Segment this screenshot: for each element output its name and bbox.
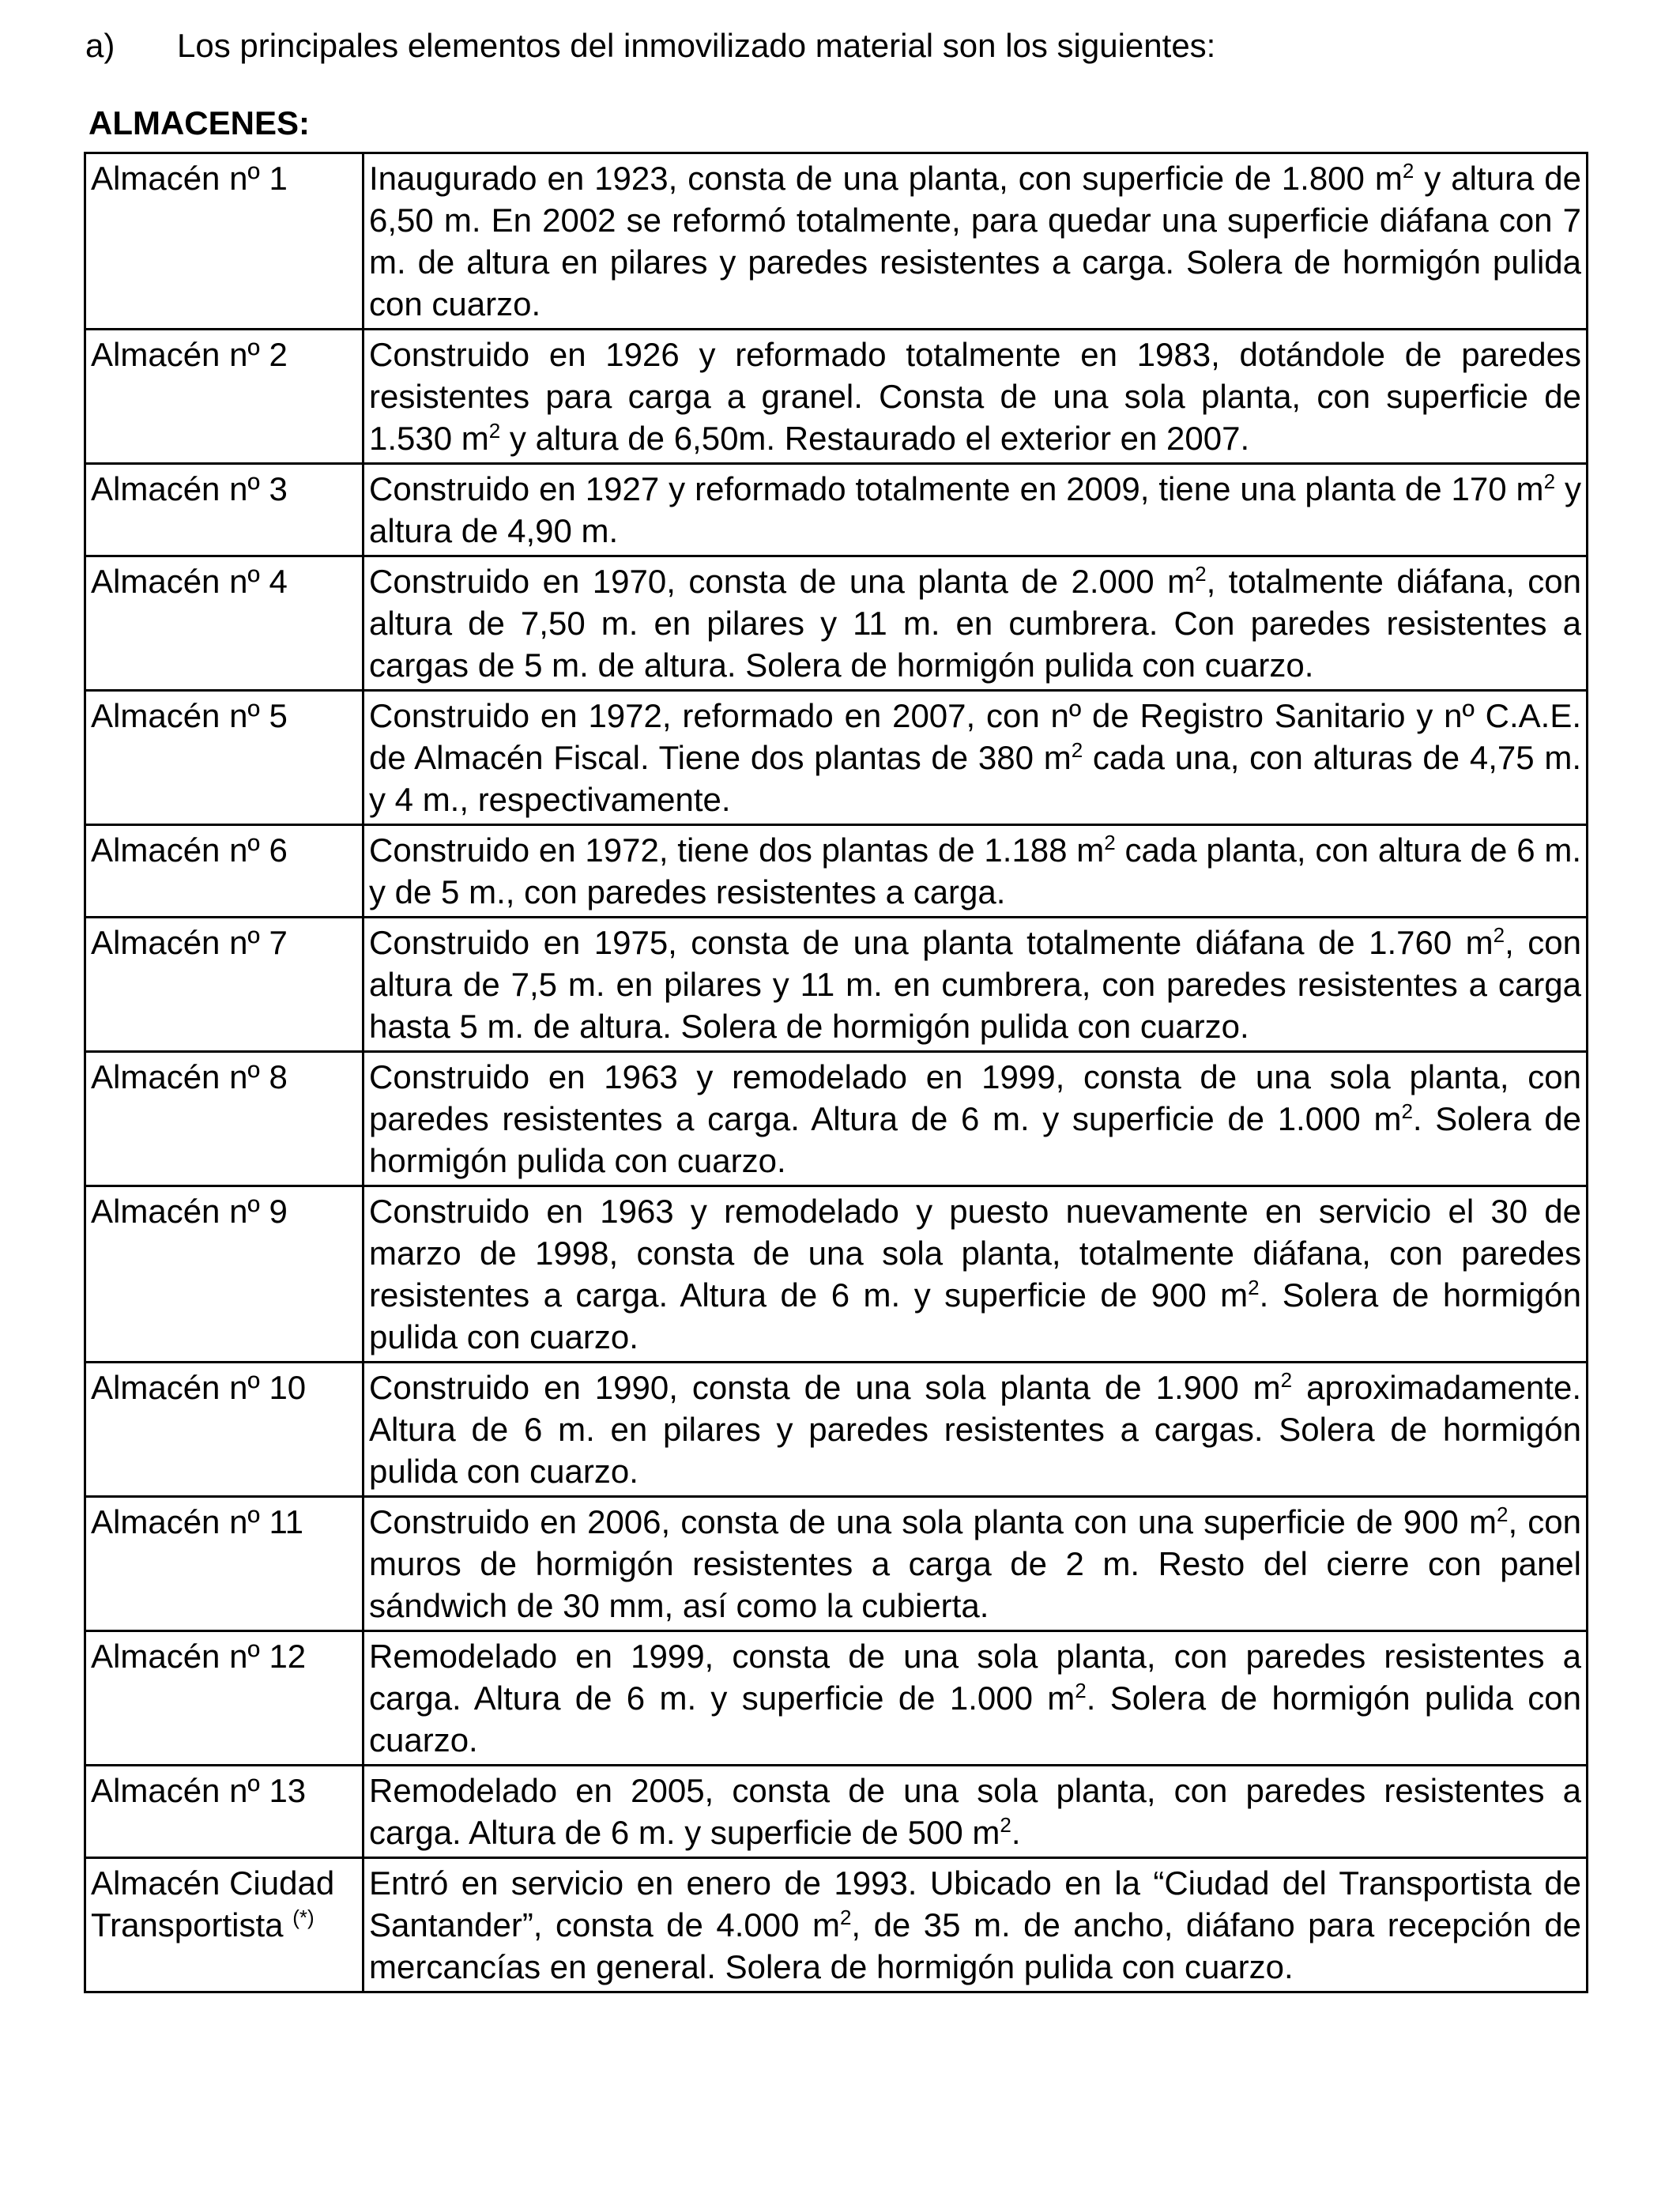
- warehouse-name: Almacén nº 9: [91, 1193, 288, 1230]
- warehouse-description-cell: [363, 1766, 1588, 1858]
- description-text: Inaugurado en 1923, consta de una planta, con superficie de 1.800 m: [369, 160, 1403, 197]
- table-row: [85, 330, 1588, 464]
- area-unit-superscript: 2: [1497, 1502, 1509, 1526]
- description-text: aproximadamente. Altura de 6 m. en pilares y paredes resistentes a cargas. Solera de hormigón pulida con cuarzo.: [369, 1369, 1581, 1490]
- warehouse-name: Almacén nº 13: [91, 1772, 307, 1809]
- table-row: [85, 153, 1588, 330]
- description-text: Remodelado en 1999, consta de una sola planta, con paredes resistentes a carga. Altura de 6 m. y superficie de 1.000 m: [369, 1638, 1581, 1717]
- description-text: Construido en 1963 y remodelado y puesto nuevamente en servicio el 30 de marzo de 1998, consta de una sola planta, totalmente diáfana, con paredes resistentes a carga. Altura de 6 m. y superficie de 900 m: [369, 1193, 1581, 1314]
- area-unit-superscript: 2: [1071, 738, 1083, 762]
- warehouse-description-cell: [363, 1858, 1588, 1992]
- table-row: [85, 1858, 1588, 1992]
- warehouse-name-cell: [85, 1363, 363, 1497]
- warehouse-description-cell: [363, 691, 1588, 825]
- warehouse-name-cell: [85, 153, 363, 330]
- area-unit-superscript: 2: [1104, 831, 1116, 854]
- area-unit-superscript: 2: [1248, 1276, 1260, 1299]
- description-text: Construido en 2006, consta de una sola planta con una superficie de 900 m: [369, 1503, 1497, 1540]
- warehouse-name: Almacén nº 3: [91, 470, 288, 507]
- warehouse-name-cell: [85, 556, 363, 691]
- warehouses-table: [84, 152, 1588, 1993]
- description-text: , con muros de hormigón resistentes a carga de 2 m. Resto del cierre con panel sándwich de 30 mm, así como la cubierta.: [369, 1503, 1581, 1624]
- description-text: y altura de 4,90 m.: [369, 470, 1581, 549]
- description-text: Construido en 1927 y reformado totalmente en 2009, tiene una planta de 170 m: [369, 470, 1544, 507]
- area-unit-superscript: 2: [1000, 1813, 1011, 1837]
- description-text: Construido en 1975, consta de una planta totalmente diáfana de 1.760 m: [369, 924, 1494, 961]
- table-row: [85, 1052, 1588, 1186]
- description-text: Entró en servicio en enero de 1993. Ubicado en la “Ciudad del Transportista de Santander”, consta de 4.000 m: [369, 1864, 1581, 1943]
- warehouse-name-cell: [85, 1497, 363, 1631]
- warehouse-name-cell: [85, 691, 363, 825]
- description-text: Construido en 1990, consta de una sola planta de 1.900 m: [369, 1369, 1281, 1406]
- description-text: Construido en 1972, reformado en 2007, con nº de Registro Sanitario y nº C.A.E. de Almacén Fiscal. Tiene dos plantas de 380 m: [369, 697, 1581, 776]
- warehouse-name: Almacén nº 7: [91, 924, 288, 961]
- description-text: . Solera de hormigón pulida con cuarzo.: [369, 1679, 1582, 1759]
- description-text: cada planta, con altura de 6 m. y de 5 m., con paredes resistentes a carga.: [369, 831, 1581, 910]
- warehouse-name: Almacén nº 10: [91, 1369, 307, 1406]
- description-text: Construido en 1963 y remodelado en 1999, consta de una sola planta, con paredes resistentes a carga. Altura de 6 m. y superficie de 1.000 m: [369, 1058, 1581, 1137]
- intro-text: Los principales elementos del inmovilizado material son los siguientes:: [177, 27, 1216, 64]
- warehouse-name-cell: [85, 825, 363, 918]
- warehouse-description-cell: [363, 918, 1588, 1052]
- area-unit-superscript: 2: [1401, 1099, 1413, 1123]
- description-text: . Solera de hormigón pulida con cuarzo.: [369, 1276, 1581, 1355]
- warehouse-description-cell: [363, 153, 1588, 330]
- footnote-marker: (*): [292, 1906, 315, 1929]
- warehouse-description-cell: [363, 464, 1588, 556]
- description-text: cada una, con alturas de 4,75 m. y 4 m., respectivamente.: [369, 739, 1581, 818]
- warehouse-name-cell: [85, 1631, 363, 1766]
- warehouse-description-cell: [363, 825, 1588, 918]
- description-text: , con altura de 7,5 m. en pilares y 11 m. en cumbrera, con paredes resistentes a carga hasta 5 m. de altura. Solera de hormigón pulida con cuarzo.: [369, 924, 1581, 1045]
- table-row: [85, 1186, 1588, 1363]
- area-unit-superscript: 2: [1195, 562, 1207, 586]
- description-text: y altura de 6,50m. Restaurado el exterior en 2007.: [500, 420, 1250, 457]
- warehouse-description-cell: [363, 1052, 1588, 1186]
- description-text: Construido en 1926 y reformado totalmente en 1983, dotándole de paredes resistentes para carga a granel. Consta de una sola planta, con superficie de 1.530 m: [369, 336, 1581, 457]
- description-text: , de 35 m. de ancho, diáfano para recepción de mercancías en general. Solera de hormigón pulida con cuarzo.: [369, 1906, 1582, 1985]
- description-text: Construido en 1970, consta de una planta de 2.000 m: [369, 563, 1196, 600]
- warehouse-description-cell: [363, 1631, 1588, 1766]
- warehouse-name-cell: [85, 1858, 363, 1992]
- area-unit-superscript: 2: [488, 419, 501, 443]
- warehouse-name-cell: [85, 1052, 363, 1186]
- description-text: Remodelado en 2005, consta de una sola planta, con paredes resistentes a carga. Altura de 6 m. y superficie de 500 m: [369, 1772, 1581, 1851]
- warehouses-table-body: [85, 153, 1588, 1992]
- table-row: [85, 918, 1588, 1052]
- warehouse-description-cell: [363, 1363, 1588, 1497]
- section-title: ALMACENES:: [89, 104, 310, 141]
- area-unit-superscript: 2: [1402, 159, 1414, 183]
- intro-line: [85, 24, 1215, 68]
- warehouse-name: Almacén nº 12: [91, 1638, 307, 1675]
- area-unit-superscript: 2: [839, 1906, 852, 1929]
- warehouse-name-cell: [85, 1186, 363, 1363]
- warehouse-description-cell: [363, 330, 1588, 464]
- table-row: [85, 1363, 1588, 1497]
- table-row: [85, 1631, 1588, 1766]
- warehouse-name-cell: [85, 330, 363, 464]
- table-row: [85, 825, 1588, 918]
- warehouse-description-cell: [363, 1497, 1588, 1631]
- warehouse-name: Almacén nº 4: [91, 563, 288, 600]
- warehouse-name-cell: [85, 464, 363, 556]
- warehouse-name: Almacén nº 2: [91, 336, 288, 373]
- description-text: . Solera de hormigón pulida con cuarzo.: [369, 1100, 1581, 1179]
- table-row: [85, 556, 1588, 691]
- warehouse-description-cell: [363, 556, 1588, 691]
- warehouse-name: Almacén nº 11: [91, 1503, 304, 1540]
- description-text: Construido en 1972, tiene dos plantas de 1.188 m: [369, 831, 1105, 869]
- area-unit-superscript: 2: [1280, 1368, 1293, 1392]
- area-unit-superscript: 2: [1075, 1679, 1087, 1702]
- table-row: [85, 464, 1588, 556]
- description-text: .: [1011, 1814, 1021, 1851]
- warehouse-name: Almacén nº 8: [91, 1058, 288, 1095]
- warehouse-name: Almacén nº 1: [91, 160, 288, 197]
- table-row: [85, 691, 1588, 825]
- warehouse-name: Almacén Ciudad Transportista: [91, 1864, 335, 1943]
- warehouse-name-cell: [85, 918, 363, 1052]
- area-unit-superscript: 2: [1543, 469, 1556, 493]
- area-unit-superscript: 2: [1493, 923, 1505, 947]
- warehouse-description-cell: [363, 1186, 1588, 1363]
- table-row: [85, 1766, 1588, 1858]
- table-row: [85, 1497, 1588, 1631]
- description-text: , totalmente diáfana, con altura de 7,50 m. en pilares y 11 m. en cumbrera. Con paredes resistentes a cargas de 5 m. de altura. Solera de hormigón pulida con cuarzo.: [369, 563, 1581, 684]
- warehouse-name-cell: [85, 1766, 363, 1858]
- warehouse-name: Almacén nº 6: [91, 831, 288, 869]
- warehouse-name: Almacén nº 5: [91, 697, 288, 734]
- list-marker: a): [85, 27, 115, 64]
- description-text: y altura de 6,50 m. En 2002 se reformó totalmente, para quedar una superficie diáfana con 7 m. de altura en pilares y paredes resistentes a carga. Solera de hormigón pulida con cuarzo.: [369, 160, 1581, 322]
